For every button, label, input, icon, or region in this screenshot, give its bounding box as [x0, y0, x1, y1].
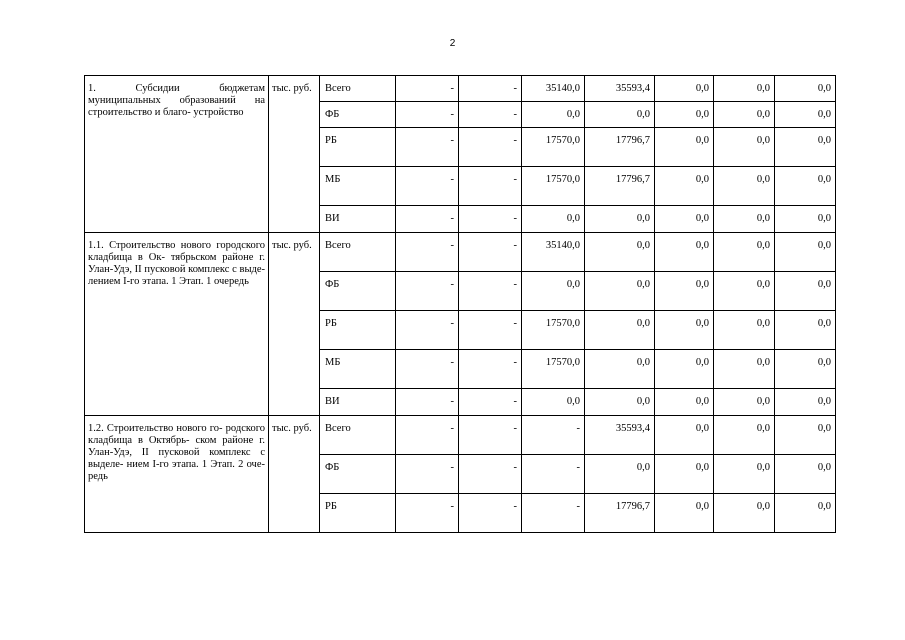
value-cell: 0,0: [775, 416, 836, 455]
value-cell: 0,0: [655, 233, 714, 272]
value-cell: 0,0: [655, 128, 714, 167]
funding-table: [84, 75, 836, 533]
value-cell: -: [459, 128, 522, 167]
value-cell: -: [459, 167, 522, 206]
value-cell: 0,0: [655, 311, 714, 350]
value-cell: 0,0: [655, 167, 714, 206]
value-cell: 0,0: [775, 389, 836, 416]
value-cell: 0,0: [655, 416, 714, 455]
value-cell: -: [396, 272, 459, 311]
value-cell: -: [396, 206, 459, 233]
value-cell: -: [396, 350, 459, 389]
value-cell: 0,0: [655, 76, 714, 102]
table-body: [85, 76, 836, 533]
value-cell: -: [459, 494, 522, 533]
value-cell: 0,0: [714, 311, 775, 350]
value-cell: 0,0: [775, 167, 836, 206]
value-cell: 0,0: [775, 311, 836, 350]
value-cell: -: [396, 416, 459, 455]
value-cell: 0,0: [775, 233, 836, 272]
value-cell: -: [396, 76, 459, 102]
value-cell: -: [459, 311, 522, 350]
funding-source: ФБ: [320, 455, 396, 494]
value-cell: 17570,0: [522, 350, 585, 389]
value-cell: 17570,0: [522, 128, 585, 167]
value-cell: 0,0: [714, 455, 775, 494]
value-cell: 0,0: [522, 272, 585, 311]
item-description: 1.1. Строительство нового городского кладбища в Ок- тябрьском районе г. Улан-Удэ, II пусковой комплекс с выде- лением I-го этапа. 1 Этап. 1 очередь: [85, 233, 269, 416]
value-cell: 0,0: [714, 128, 775, 167]
value-cell: 0,0: [714, 494, 775, 533]
value-cell: 0,0: [775, 206, 836, 233]
value-cell: -: [396, 389, 459, 416]
value-cell: -: [522, 494, 585, 533]
value-cell: 0,0: [775, 350, 836, 389]
value-cell: -: [459, 233, 522, 272]
value-cell: 0,0: [585, 389, 655, 416]
value-cell: -: [459, 206, 522, 233]
value-cell: 0,0: [714, 416, 775, 455]
value-cell: 0,0: [585, 272, 655, 311]
value-cell: 0,0: [585, 455, 655, 494]
funding-source: ВИ: [320, 389, 396, 416]
value-cell: 0,0: [655, 455, 714, 494]
value-cell: -: [459, 350, 522, 389]
value-cell: 17796,7: [585, 167, 655, 206]
value-cell: -: [459, 272, 522, 311]
value-cell: 0,0: [714, 272, 775, 311]
value-cell: 17796,7: [585, 494, 655, 533]
value-cell: 0,0: [655, 102, 714, 128]
value-cell: 0,0: [585, 233, 655, 272]
value-cell: -: [459, 76, 522, 102]
value-cell: 0,0: [775, 128, 836, 167]
value-cell: -: [459, 389, 522, 416]
item-unit: тыс. руб.: [269, 416, 320, 533]
value-cell: 0,0: [775, 272, 836, 311]
funding-source: ВИ: [320, 206, 396, 233]
value-cell: -: [396, 167, 459, 206]
value-cell: -: [459, 102, 522, 128]
funding-source: ФБ: [320, 272, 396, 311]
item-description: 1. Субсидии бюджетам муниципальных образований на строительство и благо- устройство: [85, 76, 269, 233]
funding-source: Всего: [320, 233, 396, 272]
value-cell: 0,0: [585, 102, 655, 128]
item-unit: тыс. руб.: [269, 233, 320, 416]
value-cell: 0,0: [585, 311, 655, 350]
value-cell: 0,0: [585, 350, 655, 389]
funding-source: Всего: [320, 76, 396, 102]
value-cell: 0,0: [775, 102, 836, 128]
funding-source: МБ: [320, 167, 396, 206]
value-cell: -: [396, 128, 459, 167]
value-cell: 0,0: [714, 350, 775, 389]
value-cell: 0,0: [585, 206, 655, 233]
funding-source: ФБ: [320, 102, 396, 128]
page-number: 2: [449, 38, 456, 49]
item-unit: тыс. руб.: [269, 76, 320, 233]
value-cell: -: [396, 455, 459, 494]
value-cell: 0,0: [775, 494, 836, 533]
value-cell: 0,0: [655, 494, 714, 533]
value-cell: 0,0: [714, 389, 775, 416]
item-description: 1.2. Строительство нового го- родского кладбища в Октябрь- ском районе г. Улан-Удэ, II пусковой комплекс с выделе- нием I-го этапа. 1 Этап. 2 оче- редь: [85, 416, 269, 533]
value-cell: -: [396, 102, 459, 128]
value-cell: 0,0: [775, 455, 836, 494]
value-cell: 0,0: [714, 233, 775, 272]
value-cell: 35140,0: [522, 76, 585, 102]
funding-source: РБ: [320, 311, 396, 350]
value-cell: 0,0: [775, 76, 836, 102]
value-cell: -: [396, 233, 459, 272]
value-cell: 35140,0: [522, 233, 585, 272]
value-cell: -: [522, 455, 585, 494]
table-row: [85, 76, 836, 102]
value-cell: 0,0: [655, 350, 714, 389]
value-cell: -: [522, 416, 585, 455]
value-cell: -: [459, 416, 522, 455]
value-cell: -: [396, 494, 459, 533]
table-row: [85, 416, 836, 455]
table-row: [85, 233, 836, 272]
value-cell: 0,0: [714, 167, 775, 206]
value-cell: 35593,4: [585, 416, 655, 455]
value-cell: -: [396, 311, 459, 350]
value-cell: 35593,4: [585, 76, 655, 102]
value-cell: 0,0: [714, 102, 775, 128]
value-cell: 0,0: [522, 389, 585, 416]
value-cell: 0,0: [522, 206, 585, 233]
funding-source: РБ: [320, 494, 396, 533]
funding-source: РБ: [320, 128, 396, 167]
value-cell: 17570,0: [522, 167, 585, 206]
value-cell: 0,0: [714, 76, 775, 102]
value-cell: 0,0: [655, 389, 714, 416]
funding-source: Всего: [320, 416, 396, 455]
funding-source: МБ: [320, 350, 396, 389]
value-cell: 17570,0: [522, 311, 585, 350]
value-cell: 0,0: [655, 272, 714, 311]
value-cell: -: [459, 455, 522, 494]
value-cell: 0,0: [714, 206, 775, 233]
value-cell: 0,0: [655, 206, 714, 233]
value-cell: 17796,7: [585, 128, 655, 167]
value-cell: 0,0: [522, 102, 585, 128]
